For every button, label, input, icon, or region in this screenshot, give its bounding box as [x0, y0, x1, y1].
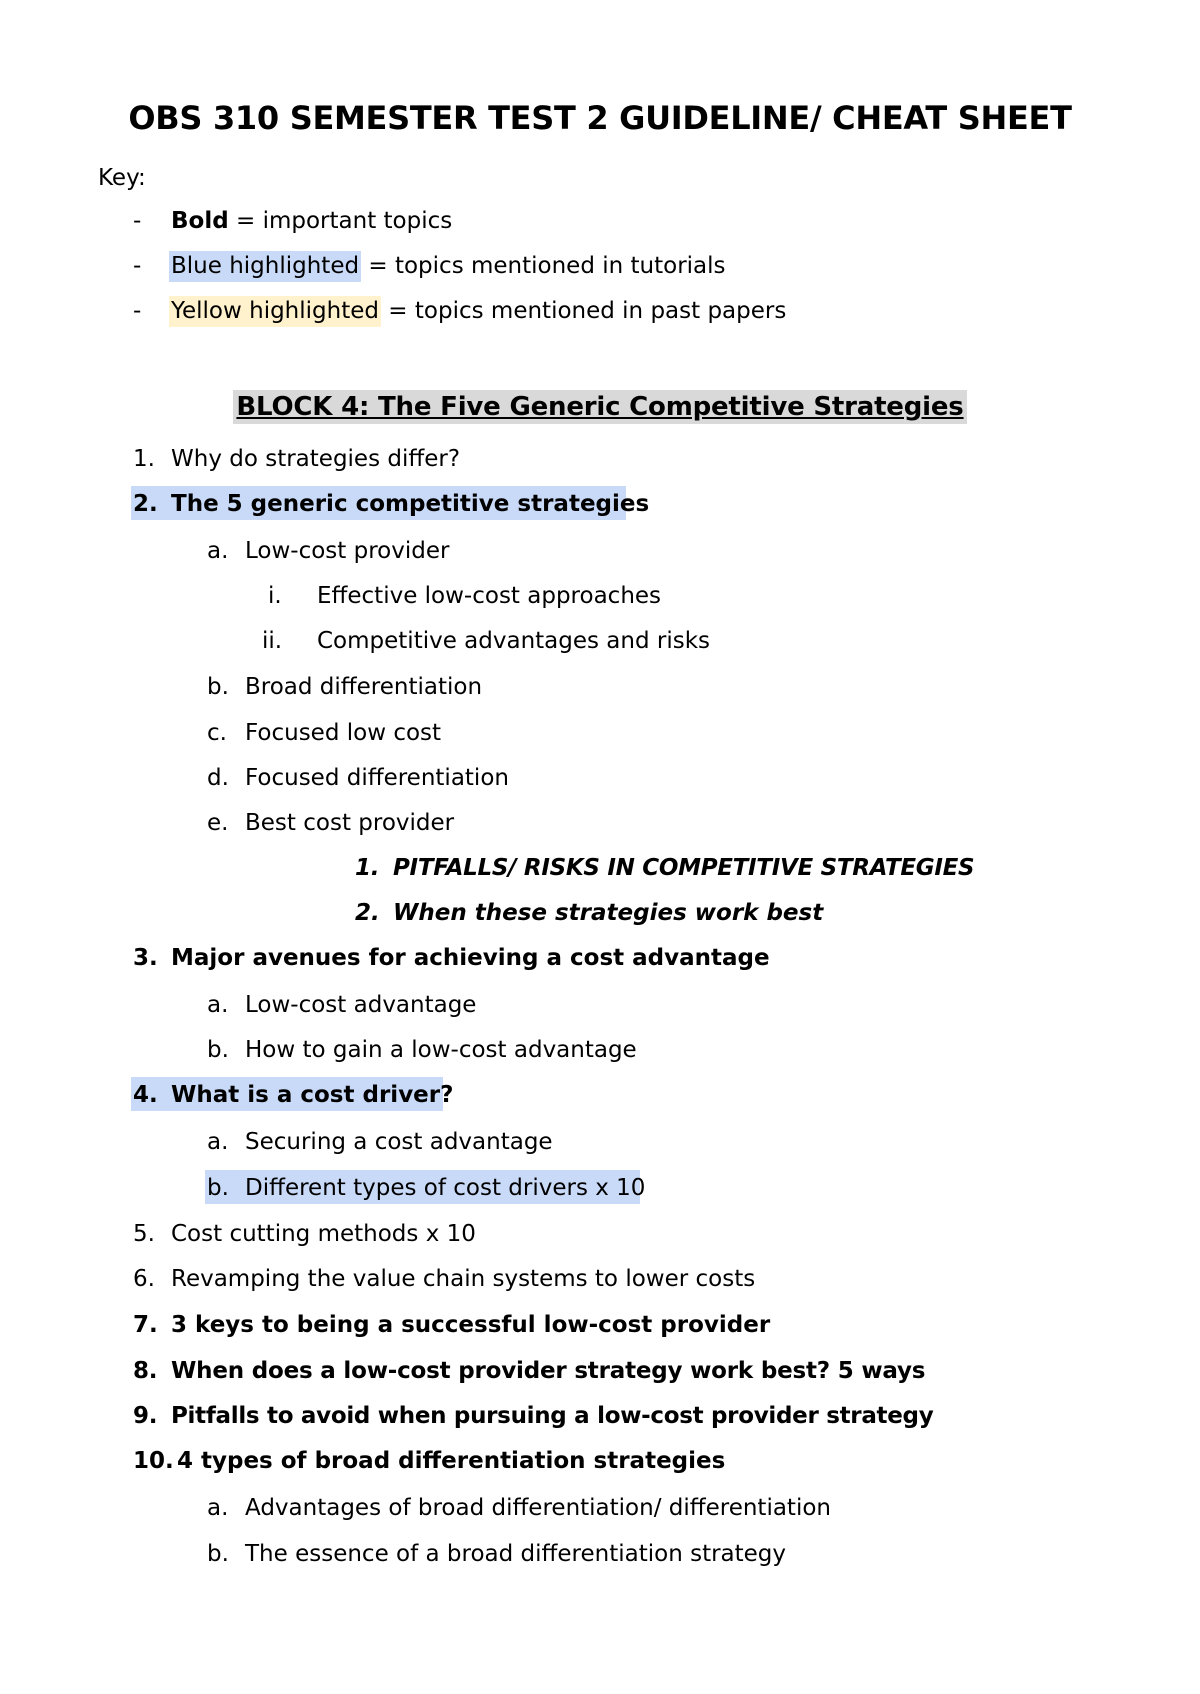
list-marker: b.	[207, 674, 229, 700]
list-item-text: 3 keys to being a successful low-cost provider	[171, 1312, 771, 1338]
list-item-text: What is a cost driver?	[171, 1082, 454, 1108]
list-item-text: Low-cost provider	[245, 538, 450, 564]
list-item	[268, 581, 1068, 611]
list-item-text: Focused differentiation	[245, 765, 509, 791]
list-marker: 1.	[355, 855, 380, 881]
list-marker: c.	[207, 720, 227, 746]
list-item-text: Cost cutting methods x 10	[171, 1221, 476, 1247]
list-item	[207, 536, 1107, 566]
list-marker: 4.	[133, 1082, 158, 1108]
list-marker: a.	[207, 992, 229, 1018]
list-item-text: Different types of cost drivers x 10	[245, 1175, 646, 1201]
key-item-bold	[133, 206, 733, 236]
list-marker: d.	[207, 765, 229, 791]
list-item	[355, 898, 1115, 928]
list-item-text: When these strategies work best	[393, 900, 824, 926]
list-item-text: Pitfalls to avoid when pursuing a low-cost provider strategy	[171, 1403, 934, 1429]
list-item	[133, 1080, 1033, 1110]
list-item	[355, 853, 1115, 883]
list-item-text: Why do strategies differ?	[171, 446, 461, 472]
list-item	[207, 1493, 1167, 1523]
key-desc: = topics mentioned in past papers	[381, 298, 787, 324]
list-marker: a.	[207, 1129, 229, 1155]
block-heading: BLOCK 4: The Five Generic Competitive Strategies	[233, 390, 966, 424]
list-item-text: Competitive advantages and risks	[317, 628, 711, 654]
list-item-text: Effective low-cost approaches	[317, 583, 662, 609]
list-item-text: How to gain a low-cost advantage	[245, 1037, 637, 1063]
key-item-blue	[133, 251, 833, 281]
list-marker: 7.	[133, 1312, 158, 1338]
list-marker: 2.	[133, 491, 158, 517]
list-item	[133, 1264, 1033, 1294]
key-term-bold: Bold	[171, 208, 229, 234]
list-item	[133, 444, 1033, 474]
block-heading-wrap	[0, 390, 1200, 424]
list-item-text: 4 types of broad differentiation strategies	[177, 1448, 726, 1474]
list-item	[262, 626, 1062, 656]
key-label: Key:	[98, 165, 146, 191]
key-term-blue-highlight: Blue highlighted	[169, 251, 361, 282]
key-item-yellow	[133, 296, 893, 326]
key-marker: -	[133, 298, 142, 324]
list-item-text: Focused low cost	[245, 720, 442, 746]
list-item	[207, 990, 1107, 1020]
list-item-text: Revamping the value chain systems to lower costs	[171, 1266, 756, 1292]
list-item	[207, 808, 1107, 838]
list-item	[207, 1127, 1107, 1157]
list-item	[207, 672, 1107, 702]
list-item-text: Major avenues for achieving a cost advantage	[171, 945, 770, 971]
list-item	[133, 943, 1033, 973]
list-item	[207, 1173, 1107, 1203]
list-marker: i.	[268, 583, 282, 609]
list-item	[133, 489, 1033, 519]
list-marker: e.	[207, 810, 229, 836]
list-item-text: Best cost provider	[245, 810, 455, 836]
key-marker: -	[133, 208, 142, 234]
list-marker: 1.	[133, 446, 155, 472]
list-item-text: Advantages of broad differentiation/ differentiation	[245, 1495, 831, 1521]
key-desc: = topics mentioned in tutorials	[361, 253, 726, 279]
list-item	[133, 1356, 1133, 1386]
list-item-text: Low-cost advantage	[245, 992, 477, 1018]
list-item	[133, 1401, 1173, 1431]
list-item	[133, 1219, 1033, 1249]
list-item	[207, 763, 1107, 793]
list-marker: 6.	[133, 1266, 155, 1292]
key-marker: -	[133, 253, 142, 279]
key-desc: = important topics	[228, 208, 453, 234]
list-marker: 2.	[355, 900, 380, 926]
list-item-text: Securing a cost advantage	[245, 1129, 553, 1155]
list-item	[133, 1446, 1033, 1476]
list-marker: 5.	[133, 1221, 155, 1247]
list-item-text: When does a low-cost provider strategy work best? 5 ways	[171, 1358, 926, 1384]
list-marker: a.	[207, 538, 229, 564]
list-marker: 8.	[133, 1358, 158, 1384]
list-item-text: The essence of a broad differentiation strategy	[245, 1541, 787, 1567]
key-term-yellow-highlight: Yellow highlighted	[169, 296, 381, 327]
list-marker: 10.	[133, 1448, 174, 1474]
list-marker: b.	[207, 1175, 229, 1201]
list-marker: ii.	[262, 628, 283, 654]
list-marker: a.	[207, 1495, 229, 1521]
list-item-text: The 5 generic competitive strategies	[171, 491, 650, 517]
list-item-text: Broad differentiation	[245, 674, 483, 700]
list-marker: b.	[207, 1541, 229, 1567]
list-marker: 3.	[133, 945, 158, 971]
document-title: OBS 310 SEMESTER TEST 2 GUIDELINE/ CHEAT SHEET	[128, 99, 1072, 137]
list-marker: b.	[207, 1037, 229, 1063]
list-marker: 9.	[133, 1403, 158, 1429]
list-item	[207, 1035, 1107, 1065]
list-item	[207, 1539, 1107, 1569]
list-item	[133, 1310, 1033, 1340]
list-item-text: PITFALLS/ RISKS IN COMPETITIVE STRATEGIES	[393, 855, 975, 881]
list-item	[207, 718, 1107, 748]
